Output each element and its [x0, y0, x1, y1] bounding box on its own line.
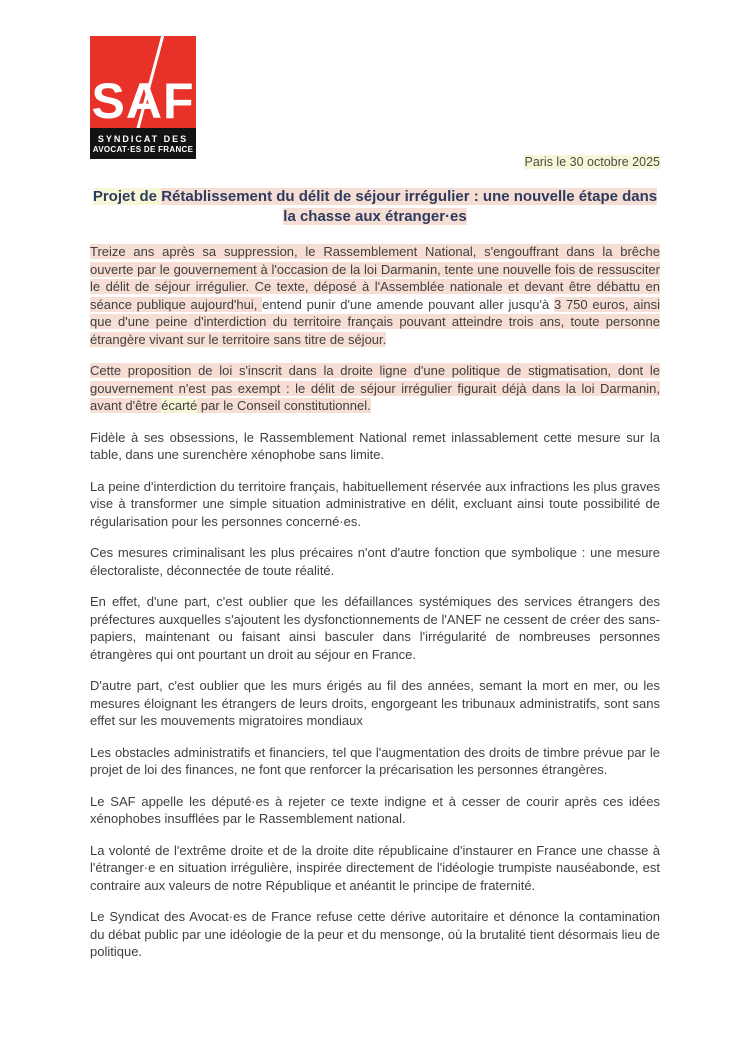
saf-logo-mark: [90, 36, 196, 128]
paragraph-segment: entend punir d'une amende pouvant aller jusqu'à: [262, 296, 554, 312]
paragraph: [90, 478, 660, 531]
title-segment: Rétablissement du délit de séjour irrégulier : une nouvelle étape dans la chasse aux étranger·es: [161, 188, 658, 225]
paragraph-segment: par le Conseil constitutionnel.: [197, 398, 371, 413]
saf-logo: [90, 36, 196, 159]
title-segment: Projet de: [92, 188, 162, 205]
paragraph: [90, 544, 660, 579]
paragraph-segment: En effet, d'une part, c'est oublier que les défaillances systémiques des services étrangers des préfectures auxquelles s'ajoutent les dysfonctionnements de l'ANEF ne cessent de créer des sans-papiers, maintenant ou faisant ainsi basculer dans l'irrégularité de nombreuses personnes étrangères qui ont pourtant un droit au séjour en France.: [90, 594, 660, 662]
date-line: [524, 155, 660, 169]
paragraph-segment: Les obstacles administratifs et financiers, tel que l'augmentation des droits de timbre prévue par le projet de loi des finances, ne font que renforcer la précarisation les personnes étrangères.: [90, 744, 660, 777]
paragraph-segment: La peine d'interdiction du territoire français, habituellement réservée aux infractions les plus graves vise à transformer une simple situation administrative en délit, excluant ainsi toute possibilité de régularisation pour les personnes concerné·es.: [90, 478, 660, 529]
paragraph: [90, 842, 660, 895]
paragraph: [90, 593, 660, 663]
paragraph-segment: Cette proposition de loi s'inscrit dans la droite ligne d'une politique de stigmatisation, dont le gouvernement n'est pas exempt : le délit de séjour irrégulier figurait déjà dans la loi Darmanin, avant d'être: [90, 363, 660, 413]
paragraph-segment: Fidèle à ses obsessions, le Rassemblement National remet inlassablement cette mesure sur la table, dans une surenchère xénophobe sans limite.: [90, 429, 660, 462]
paragraph: [90, 793, 660, 828]
date-text: Paris le 30 octobre 2025: [524, 155, 660, 169]
paragraph: [90, 362, 660, 415]
paragraph: [90, 908, 660, 961]
logo-acronym: SAF: [91, 73, 195, 128]
paragraph: [90, 429, 660, 464]
paragraph-segment: Le Syndicat des Avocat·es de France refuse cette dérive autoritaire et dénonce la contamination du débat public par une idéologie de la peur et du mensonge, où la brutalité tient désormais lieu de politique.: [90, 909, 660, 959]
paragraph: [90, 744, 660, 779]
paragraph-segment: 3 750 euros, ainsi que d'une peine d'interdiction du territoire français pouvant atteindre trois ans, toute personne étrangère vivant sur le territoire sans titre de séjour.: [90, 296, 660, 347]
document-title: [90, 187, 660, 227]
paragraph-segment: Treize ans après sa suppression, le Rassemblement National, s'engouffrant dans la brêche ouverte par le gouvernement à l'occasion de la loi Darmanin, tente une nouvelle fois de ressusciter le délit de séjour irrégulier. Ce texte, déposé à l'Assemblée nationale et devant être débattu en séance publique aujourd'hui,: [90, 244, 660, 312]
paragraph: [90, 243, 660, 348]
paragraph-segment: Ces mesures criminalisant les plus précaires n'ont d'autre fonction que symbolique : une mesure électoraliste, déconnectée de toute réalité.: [90, 545, 660, 578]
paragraph-segment: La volonté de l'extrême droite et de la droite dite républicaine d'instaurer en France une chasse à l'étranger·e en situation irrégulière, inspirée directement de l'idéologie trumpiste nauséabonde, est contraire aux valeurs de notre République et anéantit le principe de fraternité.: [90, 842, 660, 893]
paragraph: [90, 677, 660, 730]
logo-wordmark: [90, 128, 196, 159]
paragraph-segment: écarté: [161, 398, 198, 413]
document-body: [90, 243, 660, 975]
logo-wordmark-line2: AVOCAT·ES DE FRANCE: [92, 144, 194, 154]
paragraph-segment: Le SAF appelle les député·es à rejeter ce texte indigne et à cesser de courir après ces idées xénophobes insufflées par le Rassemblement national.: [90, 793, 660, 826]
logo-wordmark-line1: SYNDICAT DES: [97, 133, 189, 144]
paragraph-segment: D'autre part, c'est oublier que les murs érigés au fil des années, semant la mort en mer, ou les mesures éloignant les étrangers de leurs droits, engorgeant les tribunaux administratifs, sont sans effet sur les mouvements migratoires mondiaux: [90, 678, 660, 728]
